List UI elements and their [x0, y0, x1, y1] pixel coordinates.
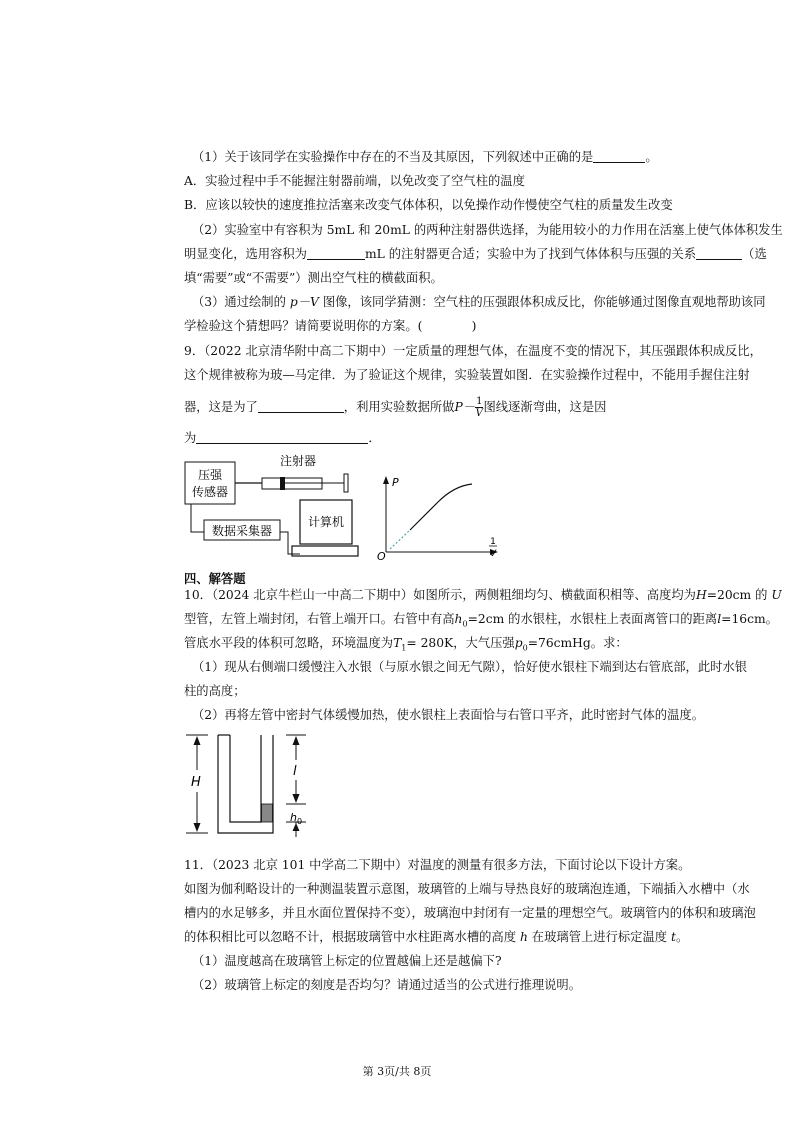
syringe-plunger [280, 477, 285, 490]
page-number: 第 3页/共 8页 [362, 1065, 432, 1078]
pressure-sensor-label-2: 传感器 [191, 485, 229, 499]
q8-part1: （1）关于该同学在实验操作中存在的不当及其原因，下列叙述中正确的是 。 [192, 150, 658, 164]
origin-label: O [377, 550, 386, 563]
answer-blank [307, 247, 365, 260]
v-axis-label-num: 1 [490, 537, 496, 547]
q11-line2: 如图为伽利略设计的一种测温装置示意图，玻璃管的上端与导热良好的玻璃泡连通，下端插入水槽中（水 [184, 882, 750, 896]
q8-option-a: A．实验过程中手不能握注射器前端，以免改变了空气柱的温度 [184, 174, 525, 188]
q10-u-tube-figure [180, 730, 320, 840]
q8-part3-line1: （3）通过绘制的 p－V 图像，该同学猜测：空气柱的压强跟体积成反比，你能够通过图像直观地帮助该同 [192, 295, 766, 309]
q9-line4: 为 ． [184, 431, 381, 445]
q10-sub1-line2: 柱的高度； [184, 684, 246, 698]
q9-apparatus-figure [180, 452, 510, 564]
q11-line3: 槽内的水足够多，并且水面位置保持不变），玻璃泡中封闭有一定量的理想空气。玻璃管内的体积和玻璃泡 [184, 906, 756, 920]
q10-line3: 管底水平段的体积可忽略，环境温度为$T_1= 280K$，大气压强$p_0=76cmHg$。求： [184, 636, 628, 653]
p-v-curve [410, 484, 472, 530]
h0-arrow-down [293, 794, 300, 802]
computer-label: 计算机 [307, 515, 345, 529]
sensor-cable [191, 504, 204, 532]
answer-blank [696, 247, 742, 260]
computer-base [292, 546, 358, 556]
answer-blank [196, 431, 368, 444]
l-arrow-up [293, 736, 300, 745]
p-axis-label: P [392, 476, 399, 489]
q8-part2-line3: 填“需要”或“不需要”）测出空气柱的横截面积。 [184, 271, 443, 285]
l-label: l [293, 764, 297, 779]
q11-sub1: （1）温度越高在玻璃管上标定的位置越偏上还是越偏下? [192, 954, 502, 968]
q8-part2-line2: 明显变化，选用容积为 mL 的注射器更合适；实验中为了找到气体体积与压强的关系 （选 [184, 247, 767, 261]
mercury-column [262, 804, 273, 822]
q11-line1: 11．（2023 北京 101 中学高二下期中）对温度的测量有很多方法，下面讨论以下设计方案。 [184, 858, 691, 872]
q11-sub2: （2）玻璃管上标定的刻度是否均匀？请通过适当的公式进行推理说明。 [192, 978, 582, 992]
q10-line1: 10．（2024 北京牛栏山一中高二下期中）如图所示，两侧粗细均匀、横截面积相等、高度均为H=20cm 的 U [184, 588, 782, 602]
data-collector-label: 数据采集器 [211, 524, 273, 538]
syringe-handle [344, 474, 348, 492]
q10-sub2: （2）再将左管中密封气体缓慢加热，使水银柱上表面恰与右管口平齐，此时密封气体的温度。 [192, 708, 704, 722]
h-arrow-up [194, 736, 201, 745]
v-axis-label-den: V [489, 549, 497, 559]
q8-part2-line1: （2）实验室中有容积为 5mL 和 20mL 的两种注射器供选择，为能用较小的力作用在活塞上使气体体积发生 [192, 223, 783, 237]
h-arrow-down [194, 823, 201, 832]
q9-line3: 器，这是为了 ，利用实验数据所做P－ $\frac{1}{V}$ 图线逐渐弯曲，这是因 [184, 396, 607, 419]
q8-part3-line2: 学检验这个猜想吗？请简要说明你的方案。( ) [184, 319, 477, 333]
q10-sub1-line1: （1）现从右侧端口缓慢注入水银（与原水银之间无气隙），恰好使水银柱下端到达右管底部，此时水银 [192, 660, 748, 674]
injector-label: 注射器 [279, 454, 317, 468]
answer-blank [258, 400, 344, 413]
h0-label-sub: 0 [297, 817, 303, 826]
extrapolation-line [390, 530, 410, 549]
p-axis-arrow [383, 476, 389, 484]
h-label: H [191, 775, 201, 790]
pressure-sensor-label-1: 压强 [197, 468, 223, 482]
q10-line2: 型管，左管上端封闭，右管上端开口。右管中有高$h_0=2cm$ 的水银柱，水银柱上表面离管口的距离l=16cm。 [184, 612, 778, 629]
u-tube-inner-wall [230, 735, 261, 822]
q11-line4: 的体积相比可以忽略不计，根据玻璃管中水柱距离水槽的高度 h 在玻璃管上进行标定温度 t。 [184, 930, 689, 944]
q8-option-b: B．应该以较快的速度推拉活塞来改变气体体积，以免操作动作慢使空气柱的质量发生改变 [184, 198, 673, 212]
q9-line1: 9．（2022 北京清华附中高二下期中）一定质量的理想气体，在温度不变的情况下，其压强跟体积成反比， [184, 344, 762, 358]
section-title: 四、解答题 [184, 572, 246, 586]
h0-label: h [290, 811, 297, 824]
q9-line2: 这个规律被称为玻—马定律．为了验证这个规律，实验装置如图．在实验操作过程中，不能用手握住注射 [184, 368, 750, 382]
answer-blank [593, 150, 645, 163]
fraction-one-over-v: $\frac{1}{V}$ [475, 396, 483, 419]
collector-cable [280, 532, 300, 554]
